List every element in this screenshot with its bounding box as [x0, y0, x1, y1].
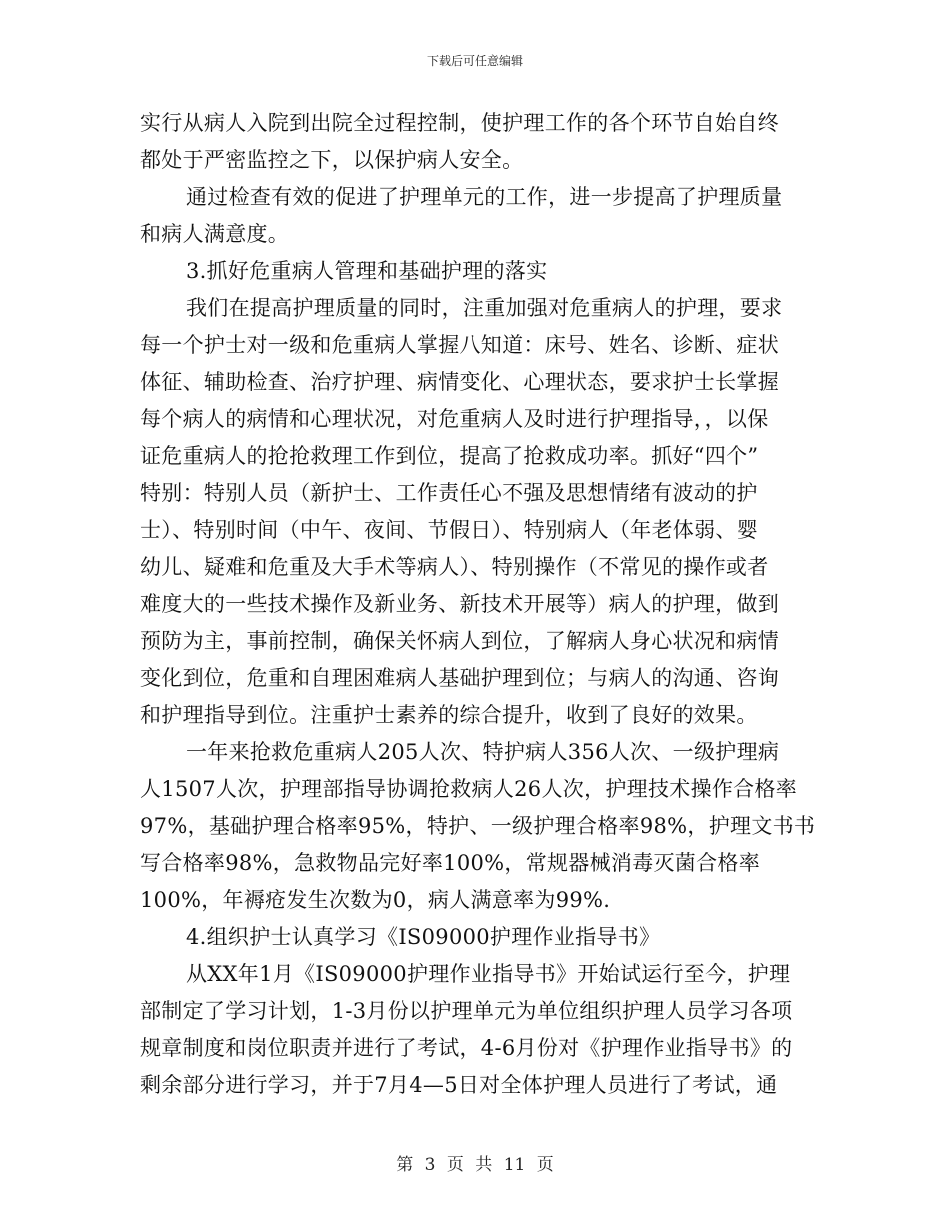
text-line: 特别：特别人员（新护士、工作责任心不强及思想情绪有波动的护 — [140, 481, 758, 505]
text-line: 4.组织护士认真学习《IS09000护理作业指导书》 — [186, 925, 661, 949]
text-line: 规章制度和岗位职责并进行了考试，4-6月份对《护理作业指导书》的 — [140, 1036, 793, 1060]
text-line: 从XX年1月《IS09000护理作业指导书》开始试运行至今，护理 — [186, 962, 791, 986]
text-line: 士）、特别时间（中午、夜间、节假日）、特别病人（年老体弱、婴 — [140, 518, 758, 542]
text-line: 变化到位，危重和自理困难病人基础护理到位；与病人的沟通、咨询 — [140, 666, 779, 690]
page-header: 下载后可任意编辑 — [426, 54, 523, 68]
document-body — [140, 105, 816, 1104]
text-line: 实行从病人入院到出院全过程控制，使护理工作的各个环节自始自终 — [140, 111, 779, 135]
text-line: 难度大的一些技术操作及新业务、新技术开展等）病人的护理，做到 — [140, 592, 779, 616]
text-line: 幼儿、疑难和危重及大手术等病人）、特别操作（不常见的操作或者 — [140, 555, 769, 579]
text-line: 人1507人次，护理部指导协调抢救病人26人次，护理技术操作合格率 — [140, 777, 798, 801]
text-line: 证危重病人的抢抢救理工作到位，提高了抢救成功率。抓好“四个” — [140, 444, 759, 468]
text-line: 和护理指导到位。注重护士素养的综合提升，收到了良好的效果。 — [140, 703, 758, 727]
text-line: 部制定了学习计划，1-3月份以护理单元为单位组织护理人员学习各项 — [140, 999, 793, 1023]
text-line: 通过检查有效的促进了护理单元的工作，进一步提高了护理质量 — [186, 185, 783, 209]
page-footer: 第 3 页 共 11 页 — [396, 1155, 554, 1175]
text-line: 3.抓好危重病人管理和基础护理的落实 — [186, 259, 548, 283]
text-line: 每一个护士对一级和危重病人掌握八知道：床号、姓名、诊断、症状 — [140, 333, 779, 357]
text-line: 每个病人的病情和心理状况，对危重病人及时进行护理指导，，以保 — [140, 407, 769, 431]
text-line: 和病人满意度。 — [140, 222, 290, 246]
text-line: 预防为主，事前控制，确保关怀病人到位，了解病人身心状况和病情 — [140, 629, 779, 653]
text-line: 97%，基础护理合格率95%，特护、一级护理合格率98%，护理文书书 — [140, 814, 816, 838]
text-line: 都处于严密监控之下，以保护病人安全。 — [140, 148, 524, 172]
text-line: 一年来抢救危重病人205人次、特护病人356人次、一级护理病 — [186, 740, 780, 764]
text-line: 100%，年褥疮发生次数为0，病人满意率为99%. — [140, 888, 611, 912]
text-line: 我们在提高护理质量的同时，注重加强对危重病人的护理，要求 — [186, 296, 783, 320]
text-line: 体征、辅助检查、治疗护理、病情变化、心理状态，要求护士长掌握 — [140, 370, 779, 394]
text-line: 写合格率98%，急救物品完好率100%，常规器械消毒灭菌合格率 — [140, 851, 761, 875]
text-line: 剩余部分进行学习，并于7月4—5日对全体护理人员进行了考试，通 — [140, 1073, 778, 1097]
